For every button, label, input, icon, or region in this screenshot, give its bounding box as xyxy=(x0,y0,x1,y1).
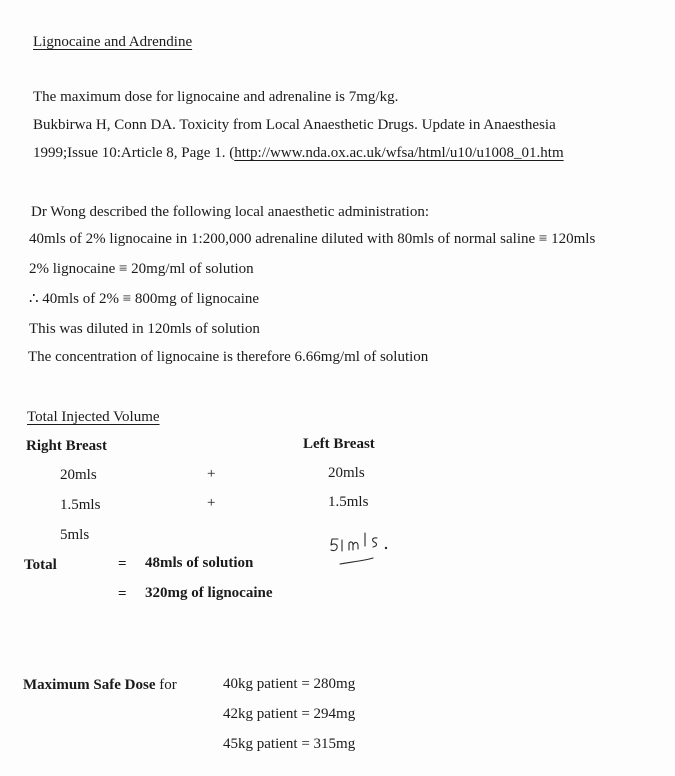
right-breast-volume-3: 5mls xyxy=(60,527,90,543)
max-dose-statement: The maximum dose for lignocaine and adrenaline is 7mg/kg. xyxy=(33,89,399,105)
volume-title: Total Injected Volume xyxy=(27,409,160,425)
reference-line-1: Bukbirwa H, Conn DA. Toxicity from Local Anaesthetic Drugs. Update in Anaesthesia xyxy=(33,117,556,133)
wong-line-2: 2% lignocaine ≡ 20mg/ml of solution xyxy=(29,261,254,277)
handwritten-note-51mls xyxy=(325,528,395,572)
plus-sign-1: + xyxy=(207,466,216,482)
wong-line-3: ∴ 40mls of 2% ≡ 800mg of lignocaine xyxy=(29,291,260,307)
safe-dose-label-bold: Maximum Safe Dose xyxy=(23,677,156,693)
document-heading: Lignocaine and Adrendine xyxy=(33,34,193,50)
safe-dose-label xyxy=(23,676,177,694)
right-breast-header: Right Breast xyxy=(26,438,107,454)
reference-citation: 1999;Issue 10:Article 8, Page 1. ( xyxy=(33,145,235,161)
wong-intro: Dr Wong described the following local anaesthetic administration: xyxy=(31,204,429,220)
left-breast-volume-1: 20mls xyxy=(328,465,365,481)
safe-dose-42kg: 42kg patient = 294mg xyxy=(223,706,356,722)
left-breast-header: Left Breast xyxy=(303,436,375,452)
wong-line-4: This was diluted in 120mls of solution xyxy=(29,321,260,337)
safe-dose-for: for xyxy=(159,677,177,693)
safe-dose-40kg: 40kg patient = 280mg xyxy=(223,676,356,692)
reference-line-2 xyxy=(33,144,564,162)
total-volume-value: 48mls of solution xyxy=(145,555,254,571)
wong-line-5: The concentration of lignocaine is therefore 6.66mg/ml of solution xyxy=(28,349,429,365)
reference-url-link[interactable]: http://www.nda.ox.ac.uk/wfsa/html/u10/u1008_01.htm xyxy=(234,145,564,161)
equals-sign-volume: = xyxy=(118,556,127,572)
right-breast-volume-1: 20mls xyxy=(60,467,97,483)
left-breast-volume-2: 1.5mls xyxy=(328,494,369,510)
plus-sign-2: + xyxy=(207,495,216,511)
right-breast-volume-2: 1.5mls xyxy=(60,497,101,513)
safe-dose-45kg: 45kg patient = 315mg xyxy=(223,736,356,752)
total-mg-value: 320mg of lignocaine xyxy=(145,585,273,601)
wong-line-1: 40mls of 2% lignocaine in 1:200,000 adrenaline diluted with 80mls of normal saline ≡ 120mls xyxy=(29,231,596,247)
total-label: Total xyxy=(24,557,57,573)
equals-sign-mg: = xyxy=(118,586,127,602)
